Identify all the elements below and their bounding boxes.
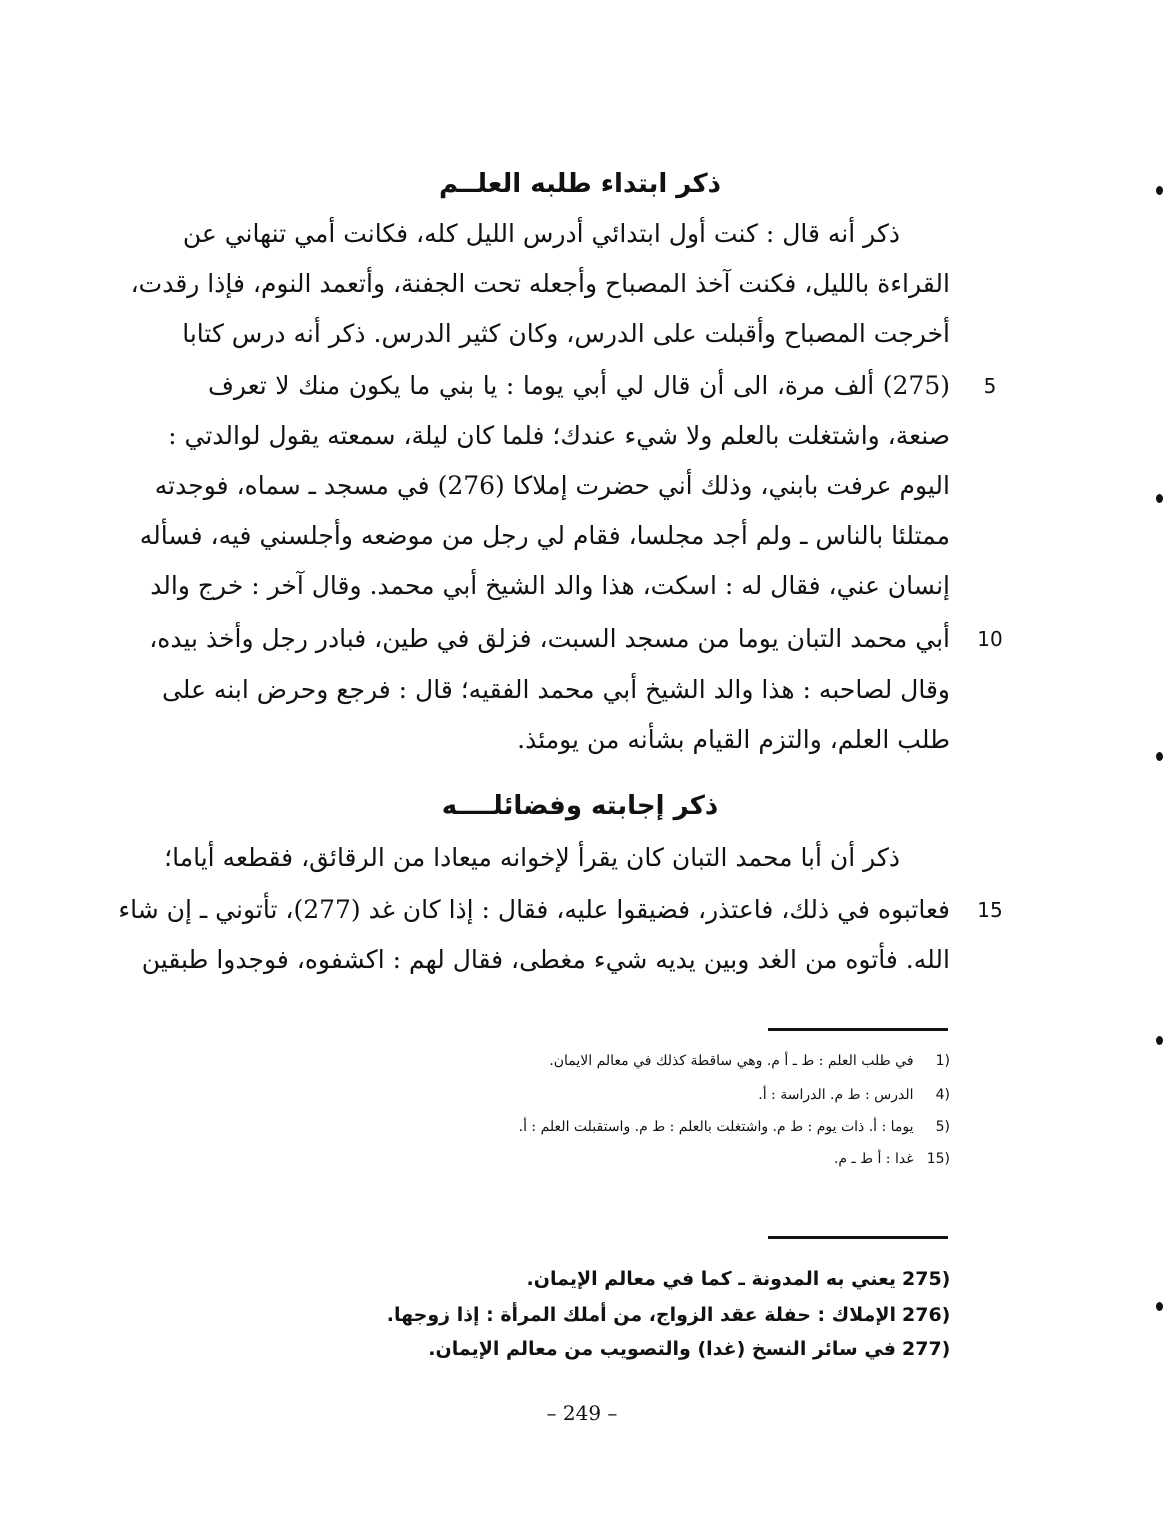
line-number-15: 15	[977, 898, 1003, 922]
page-number: – 249 –	[546, 1401, 618, 1425]
body-line-5: صنعة، واشتغلت بالعلم ولا شيء عندك؛ فلما كان ليلة، سمعته يقول لوالدتي :	[168, 421, 950, 450]
apparatus-note-4	[300, 1084, 950, 1106]
scan-edge-mark	[1156, 1302, 1163, 1311]
body-line-11: طلب العلم، والتزم القيام بشأنه من يومئذ.	[517, 725, 950, 754]
footnote-277	[300, 1334, 950, 1364]
body-line-9: أبي محمد التبان يوما من مسجد السبت، فزلق في طين، فبادر رجل وأخذ بيده،	[149, 624, 950, 653]
apparatus-note-number: 5)	[935, 1119, 950, 1135]
line-number-5: 5	[983, 374, 997, 398]
apparatus-note-1	[300, 1050, 950, 1072]
scan-edge-mark	[1156, 1036, 1163, 1045]
apparatus-divider	[768, 1028, 948, 1031]
body-line-10: وقال لصاحبه : هذا والد الشيخ أبي محمد الفقيه؛ قال : فرجع وحرض ابنه على	[161, 675, 950, 704]
body-line-14: الله. فأتوه من الغد وبين يديه شيء مغطى، فقال لهم : اكشفوه، فوجدوا طبقين	[141, 945, 950, 974]
body-line-3: أخرجت المصباح وأقبلت على الدرس، وكان كثير الدرس. ذكر أنه درس كتابا	[182, 319, 950, 348]
apparatus-note-text: في طلب العلم : ط ـ أ م. وهي ساقطة كذلك في معالم الايمان.	[549, 1053, 914, 1069]
apparatus-note-text: الدرس : ط م. الدراسة : أ.	[758, 1087, 914, 1103]
body-line-8: إنسان عني، فقال له : اسكت، هذا والد الشيخ أبي محمد. وقال آخر : خرج والد	[150, 571, 950, 600]
scan-edge-mark	[1156, 186, 1163, 195]
body-line-7: ممتلئا بالناس ـ ولم أجد مجلسا، فقام لي رجل من موضعه وأجلسني فيه، فسأله	[139, 521, 950, 550]
footnote-text: يعني به المدونة ـ كما في معالم الإيمان.	[526, 1268, 896, 1290]
apparatus-note-text: غدا : أ ط ـ م.	[833, 1151, 914, 1167]
footnote-text: الإملاك : حفلة عقد الزواج، من أملك المرأة : إذا زوجها.	[386, 1304, 896, 1326]
section-heading-virtues: ذكر إجابته وفضائلــــه	[441, 791, 719, 821]
apparatus-note-15	[300, 1148, 950, 1170]
footnote-number: 276)	[902, 1304, 951, 1326]
scan-edge-mark	[1156, 752, 1163, 761]
scan-edge-mark	[1156, 494, 1163, 503]
body-line-4: (275) ألف مرة، الى أن قال لي أبي يوما : يا بني ما يكون منك لا تعرف	[208, 371, 950, 400]
footnote-276	[300, 1300, 950, 1330]
line-number-10: 10	[977, 627, 1003, 651]
footnote-number: 277)	[902, 1338, 951, 1360]
body-line-6: اليوم عرفت بابني، وذلك أني حضرت إملاكا (276) في مسجد ـ سماه، فوجدته	[154, 471, 950, 500]
footnote-text: في سائر النسخ (غدا) والتصويب من معالم الإيمان.	[428, 1338, 896, 1360]
footnote-275	[300, 1264, 950, 1294]
body-line-13: فعاتبوه في ذلك، فاعتذر، فضيقوا عليه، فقال : إذا كان غد (277)، تأتوني ـ إن شاء	[118, 895, 950, 924]
apparatus-note-number: 4)	[935, 1087, 950, 1103]
apparatus-note-number: 1)	[935, 1053, 950, 1069]
footnote-number: 275)	[902, 1268, 951, 1290]
body-line-2: القراءة بالليل، فكنت آخذ المصباح وأجعله تحت الجفنة، وأتعمد النوم، فإذا رقدت،	[130, 269, 950, 298]
apparatus-note-text: يوما : أ. ذات يوم : ط م. واشتغلت بالعلم : ط م. واستقبلت العلم : أ.	[518, 1119, 914, 1135]
apparatus-note-5	[300, 1116, 950, 1138]
body-line-1: ذكر أنه قال : كنت أول ابتدائي أدرس الليل كله، فكانت أمي تنهاني عن	[182, 219, 900, 248]
body-line-12: ذكر أن أبا محمد التبان كان يقرأ لإخوانه ميعادا من الرقائق، فقطعه أياما؛	[164, 843, 900, 872]
apparatus-note-number: 15)	[926, 1151, 950, 1167]
section-heading-start-of-study: ذكر ابتداء طلبه العلــم	[439, 169, 721, 199]
footnote-divider	[768, 1236, 948, 1239]
